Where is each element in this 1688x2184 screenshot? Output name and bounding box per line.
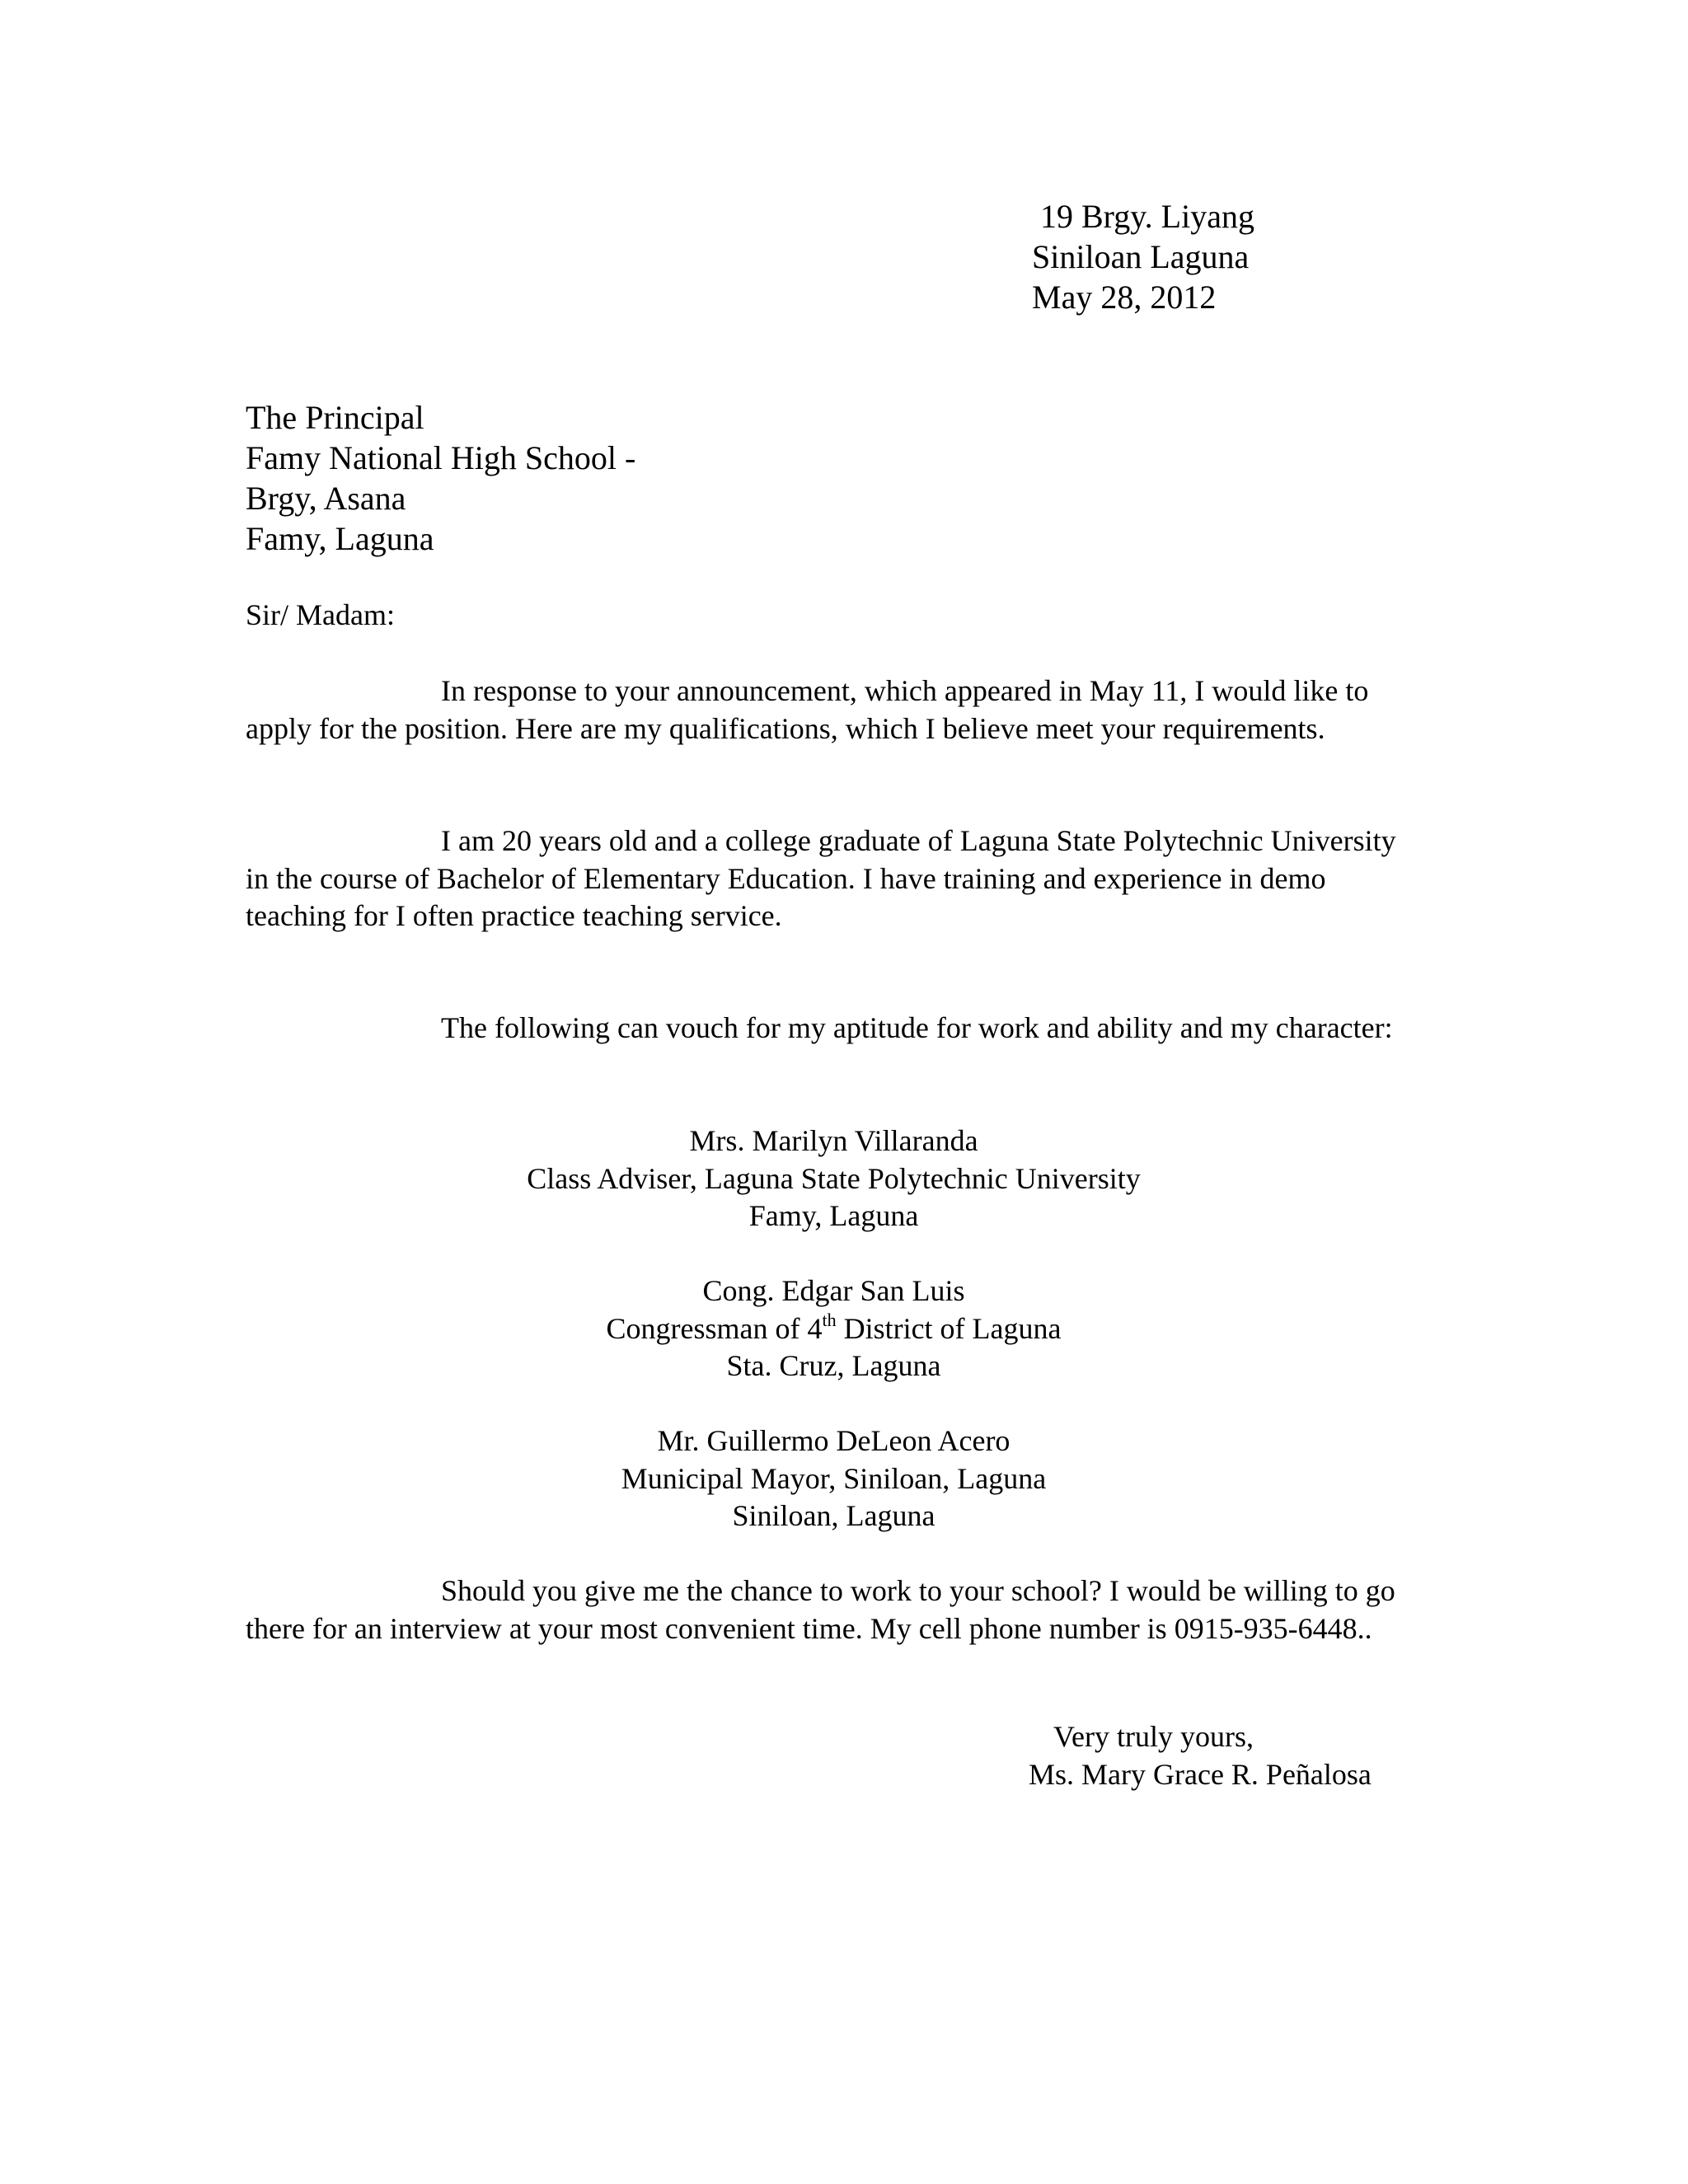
closing: Very truly yours, <box>1053 1720 1254 1753</box>
sender-city: Siniloan Laguna <box>1032 238 1250 275</box>
paragraph-2-text: I am 20 years old and a college graduate of Laguna State Polytechnic University in the course of Bachelor of Elementary Education. I have training and experience in demo teaching for I often practice teaching service. <box>246 824 1396 932</box>
reference-title: Class Adviser, Laguna State Polytechnic University <box>527 1161 1141 1195</box>
reference-title-rest: District of Laguna <box>836 1311 1062 1345</box>
paragraph-3-text: The following can vouch for my aptitude for work and ability and my character: <box>441 1011 1393 1044</box>
paragraph-3 <box>246 1010 1416 1047</box>
reference-location: Siniloan, Laguna <box>732 1499 935 1532</box>
paragraph-1-text: In response to your announcement, which appeared in May 11, I would like to apply for the position. Here are my qualifications, which I believe meet your requirements. <box>246 674 1369 745</box>
recipient-address <box>246 397 635 559</box>
signature-name: Ms. Mary Grace R. Peñalosa <box>1029 1758 1372 1791</box>
recipient-title: The Principal <box>246 399 424 436</box>
paragraph-4 <box>246 1572 1437 1647</box>
reference-title <box>0 1310 1667 1348</box>
reference-1 <box>0 1122 1667 1235</box>
ordinal-suffix: th <box>822 1309 837 1330</box>
recipient-school: Famy National High School - <box>246 439 636 476</box>
reference-title: Municipal Mayor, Siniloan, Laguna <box>621 1461 1047 1495</box>
salutation: Sir/ Madam: <box>246 598 395 631</box>
recipient-barangay: Brgy, Asana <box>246 480 406 517</box>
paragraph-4-text: Should you give me the chance to work to your school? I would be willing to go there for an interview at your most convenient time. My cell phone number is 0915-935-6448.. <box>246 1574 1395 1645</box>
reference-3 <box>0 1422 1667 1535</box>
sender-street: 19 Brgy. Liyang <box>1040 198 1254 235</box>
reference-title-main: Congressman of 4 <box>606 1311 823 1345</box>
sender-address <box>1032 196 1254 317</box>
reference-name: Mr. Guillermo DeLeon Acero <box>657 1424 1010 1457</box>
reference-name: Cong. Edgar San Luis <box>702 1274 965 1307</box>
paragraph-2 <box>246 823 1424 935</box>
reference-2 <box>0 1272 1667 1385</box>
paragraph-1 <box>246 673 1424 748</box>
letter-date: May 28, 2012 <box>1032 279 1217 316</box>
reference-location: Sta. Cruz, Laguna <box>726 1349 941 1382</box>
reference-name: Mrs. Marilyn Villaranda <box>689 1124 978 1157</box>
reference-location: Famy, Laguna <box>748 1199 919 1232</box>
recipient-town: Famy, Laguna <box>246 520 434 557</box>
